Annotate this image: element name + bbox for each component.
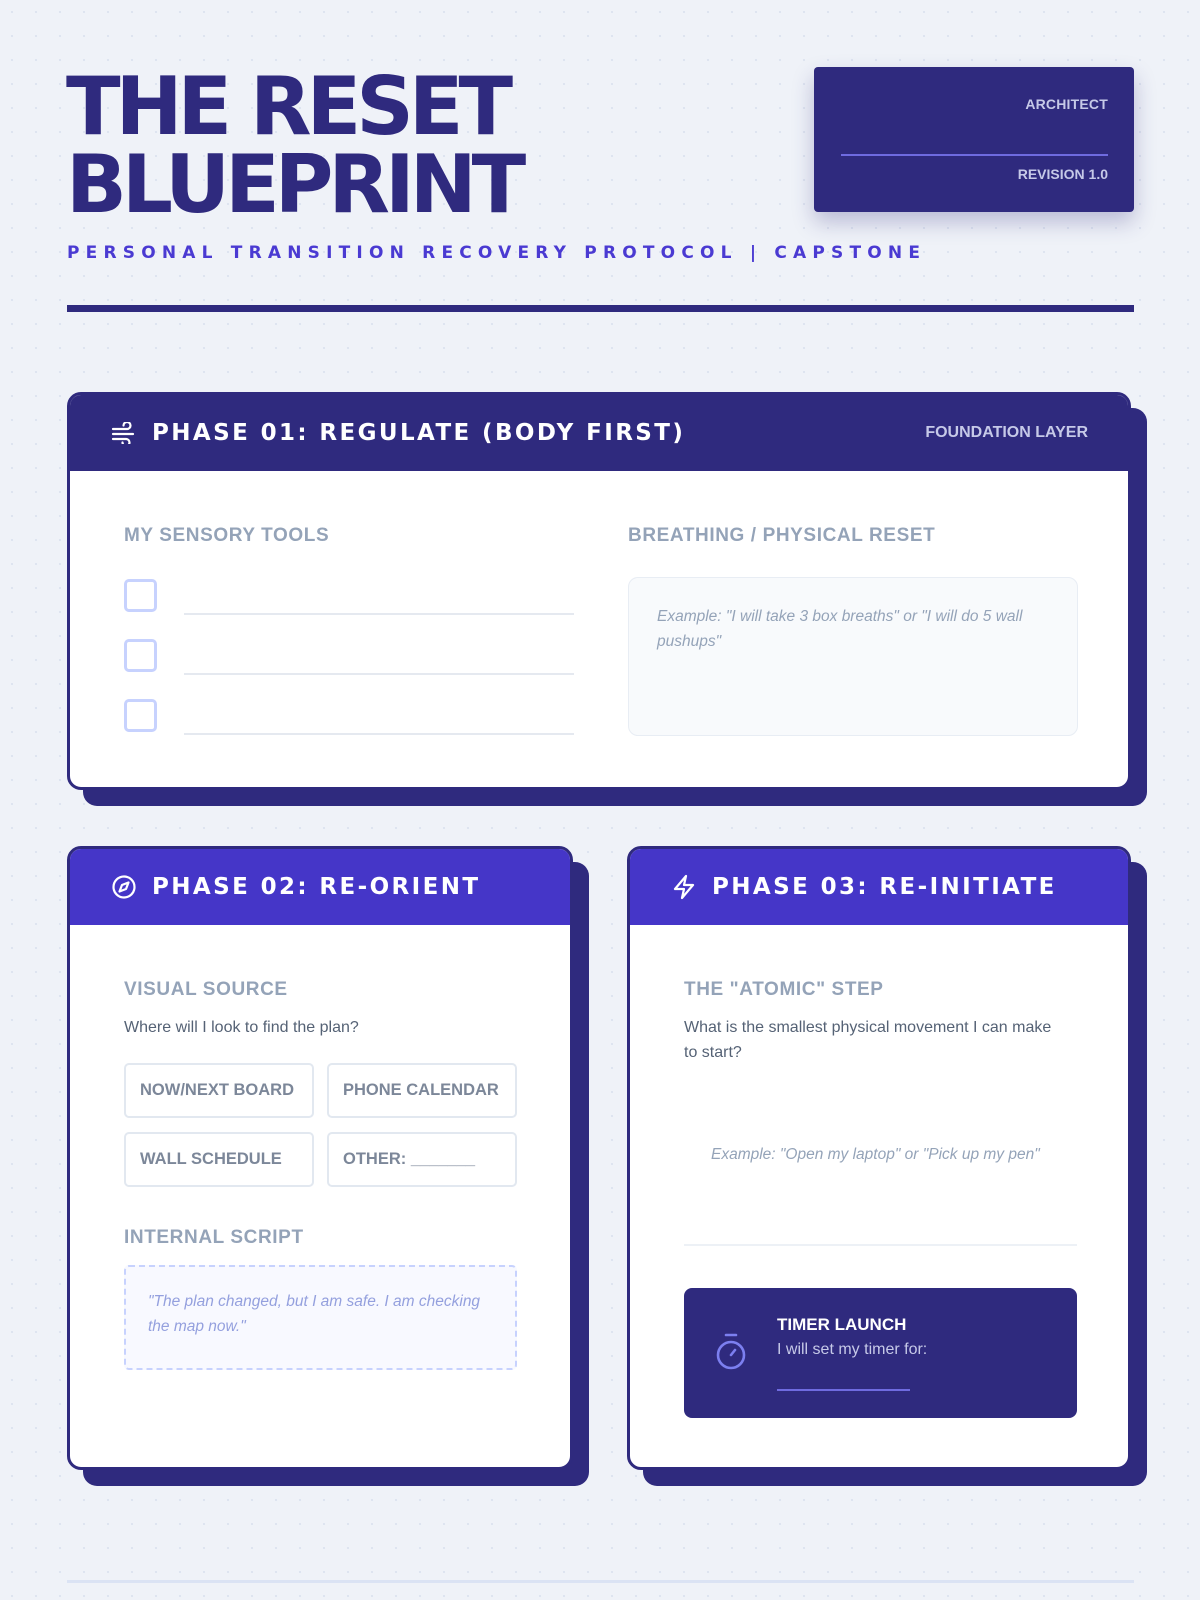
sensory-tools-label: MY SENSORY TOOLS (124, 525, 330, 546)
sensory-tool-input[interactable] (184, 673, 574, 675)
option-wall-schedule[interactable]: WALL SCHEDULE (124, 1132, 314, 1187)
stopwatch-icon (714, 1332, 748, 1372)
phase2-card (67, 846, 573, 1470)
header-divider (67, 305, 1134, 312)
compass-icon (110, 873, 138, 901)
sensory-tool-input[interactable] (184, 733, 574, 735)
sensory-tool-checkbox[interactable] (124, 639, 157, 672)
lightning-icon (670, 873, 698, 901)
footer-divider (67, 1580, 1134, 1583)
visual-source-question: Where will I look to find the plan? (124, 1019, 359, 1036)
phase3-header (630, 849, 1128, 925)
internal-script-label: INTERNAL SCRIPT (124, 1227, 304, 1248)
timer-title: TIMER LAUNCH (777, 1315, 907, 1334)
breathing-label: BREATHING / PHYSICAL RESET (628, 525, 936, 546)
title-line-2: BLUEPRINT (66, 138, 522, 231)
atomic-step-label: THE "ATOMIC" STEP (684, 979, 884, 1000)
phase2-title: PHASE 02: RE-ORIENT (152, 874, 481, 900)
page-subtitle: PERSONAL TRANSITION RECOVERY PROTOCOL | CAPSTONE (67, 243, 927, 263)
revision-badge (814, 67, 1134, 212)
atomic-step-underline (684, 1244, 1077, 1246)
sensory-tool-input[interactable] (184, 613, 574, 615)
breathing-input[interactable]: Example: "I will take 3 box breaths" or "I will do 5 wall pushups" (628, 577, 1078, 736)
sensory-tool-row (124, 639, 574, 675)
wind-icon (110, 419, 138, 447)
phase2-header (70, 849, 570, 925)
phase1-header (70, 395, 1128, 471)
timer-duration-input[interactable] (777, 1389, 910, 1391)
phase3-title: PHASE 03: RE-INITIATE (712, 874, 1057, 900)
option-other[interactable]: OTHER: _______ (327, 1132, 517, 1187)
title-line-1: THE RESET (66, 60, 509, 153)
atomic-step-question: What is the smallest physical movement I can make to start? (684, 1019, 1052, 1061)
badge-signature-line[interactable] (841, 154, 1108, 156)
badge-role: ARCHITECT (1025, 96, 1108, 112)
timer-text: I will set my timer for: (777, 1341, 928, 1358)
internal-script-box[interactable]: "The plan changed, but I am safe. I am checking the map now." (124, 1265, 517, 1370)
sensory-tool-row (124, 579, 574, 615)
visual-source-label: VISUAL SOURCE (124, 979, 288, 1000)
phase3-card (627, 846, 1131, 1470)
phase1-title: PHASE 01: REGULATE (BODY FIRST) (152, 420, 686, 446)
timer-launch-panel (684, 1288, 1077, 1418)
phase1-tag: FOUNDATION LAYER (925, 424, 1088, 441)
sensory-tool-checkbox[interactable] (124, 699, 157, 732)
option-phone-calendar[interactable]: PHONE CALENDAR (327, 1063, 517, 1118)
sensory-tool-row (124, 699, 574, 735)
page-title (66, 60, 522, 231)
phase1-card (67, 392, 1131, 790)
badge-revision: REVISION 1.0 (1017, 166, 1108, 182)
atomic-step-input[interactable]: Example: "Open my laptop" or "Pick up my pen" (711, 1146, 1040, 1163)
option-now-next-board[interactable]: NOW/NEXT BOARD (124, 1063, 314, 1118)
sensory-tool-checkbox[interactable] (124, 579, 157, 612)
